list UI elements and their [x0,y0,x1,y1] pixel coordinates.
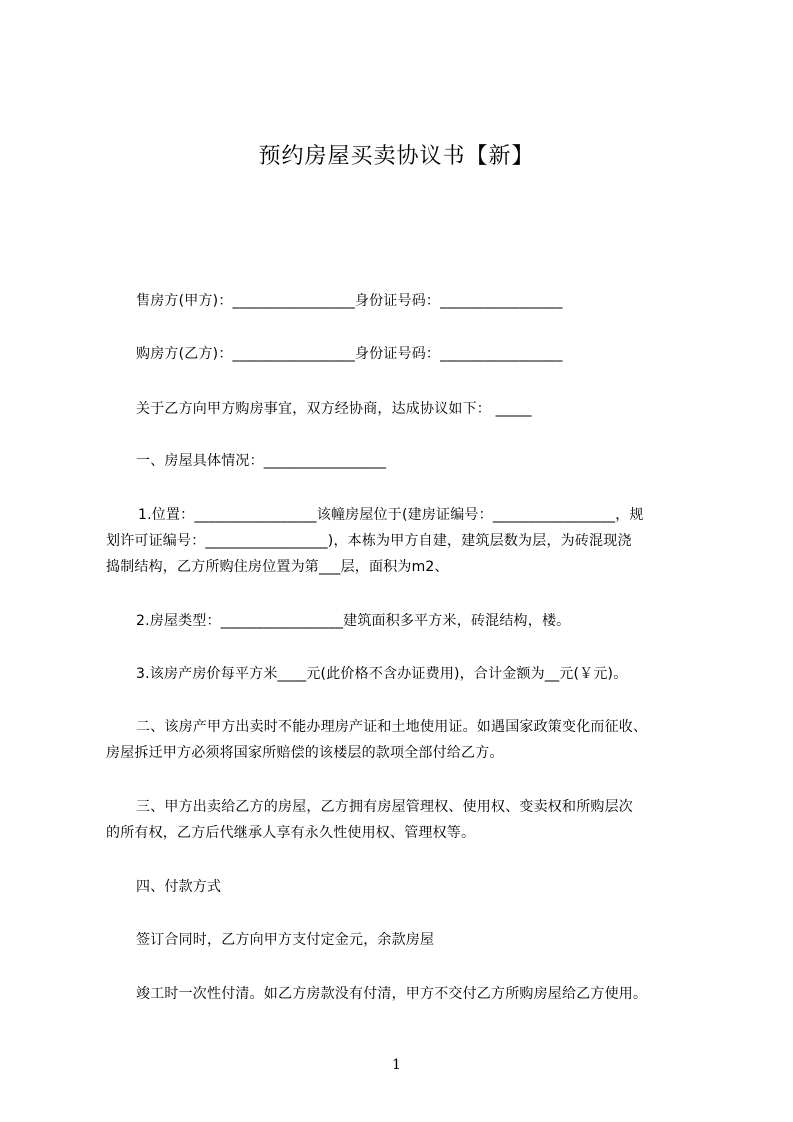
item-2-line: 2.房屋类型：_________________建筑面积多平方米，砖混结构，楼。 [136,613,571,629]
section-3-line-2: 的所有权，乙方后代继承人享有永久性使用权、管理权等。 [106,825,476,841]
section-1-heading: 一、房屋具体情况：_________________ [136,453,387,469]
item-1-line-1: 1.位置：_________________该幢房屋位于(建房证编号：_________________，规 [138,507,644,523]
section-3-line-1: 三、甲方出卖给乙方的房屋，乙方拥有房屋管理权、使用权、变卖权和所购层次 [136,799,633,815]
section-2-line-1: 二、该房产甲方出卖时不能办理房产证和土地使用证。如遇国家政策变化而征收、 [136,719,648,735]
item-1-line-3: 捣制结构，乙方所购住房位置为第___层，面积为m2、 [106,559,449,575]
item-1-line-2: 划许可证编号：_________________)，本栋为甲方自建，建筑层数为层，为砖混现浇 [106,533,632,549]
seller-line: 售房方(甲方)：_________________身份证号码：_________________ [136,293,563,309]
payment-line-2: 竣工时一次性付清。如乙方房款没有付清，甲方不交付乙方所购房屋给乙方使用。 [136,986,648,1002]
buyer-line: 购房方(乙方)：_________________身份证号码：_________________ [136,346,563,362]
intro-line: 关于乙方向甲方购房事宜，双方经协商，达成协议如下： _____ [136,401,532,417]
page-title: 预约房屋买卖协议书【新】 [258,144,535,169]
section-2-line-2: 房屋拆迁甲方必须将国家所赔偿的该楼层的款项全部付给乙方。 [106,745,504,761]
section-4-heading: 四、付款方式 [136,879,222,895]
payment-line-1: 签订合同时，乙方向甲方支付定金元，余款房屋 [136,932,435,948]
item-3-line: 3.该房产房价每平方米____元(此价格不含办证费用)，合计金额为__元(￥元)。 [136,666,628,682]
page-number: 1 [392,1057,401,1073]
